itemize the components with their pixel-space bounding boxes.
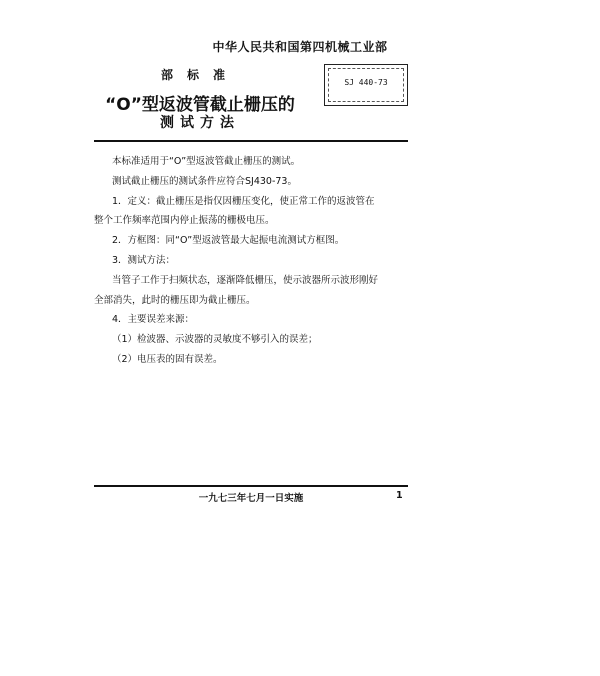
body-line: （1）检波器、示波器的灵敏度不够引入的误差；: [112, 334, 318, 346]
header-divider: [94, 140, 408, 142]
footer-divider: [94, 485, 408, 487]
page-number: 1: [396, 490, 403, 501]
body-line: （2）电压表的固有误差。: [112, 353, 223, 365]
document-title-line2: 测试方法: [160, 115, 240, 131]
document-title-line1: “O”型返波管截止栅压的: [105, 95, 295, 115]
body-line: 3．测试方法：: [112, 254, 176, 266]
ministry-name: 中华人民共和国第四机械工业部: [212, 40, 388, 54]
body-line: 测试截止栅压的测试条件应符合SJ430-73。: [112, 175, 297, 187]
document-body: [94, 152, 412, 370]
body-line: 1．定义：截止栅压是指仅因栅压变化，使正常工作的返波管在: [112, 195, 375, 207]
body-line: 本标准适用于“O”型返波管截止栅压的测试。: [112, 156, 301, 167]
body-line: 2．方框图：同“O”型返波管最大起振电流测试方框图。: [112, 235, 345, 247]
body-line: 4．主要误差来源：: [112, 314, 195, 326]
standard-code: SJ 440-73: [344, 78, 388, 87]
standard-code-box: [324, 64, 408, 106]
effective-date: 一九七三年七月一日实施: [198, 493, 304, 504]
body-line: 全部消失，此时的栅压即为截止栅压。: [94, 294, 256, 306]
standard-type-label: 部标准: [160, 68, 239, 82]
body-line: 当管子工作于扫频状态，逐渐降低栅压，使示波器所示波形刚好: [112, 274, 379, 286]
body-line: 整个工作频率范围内停止振荡的栅极电压。: [94, 215, 275, 227]
